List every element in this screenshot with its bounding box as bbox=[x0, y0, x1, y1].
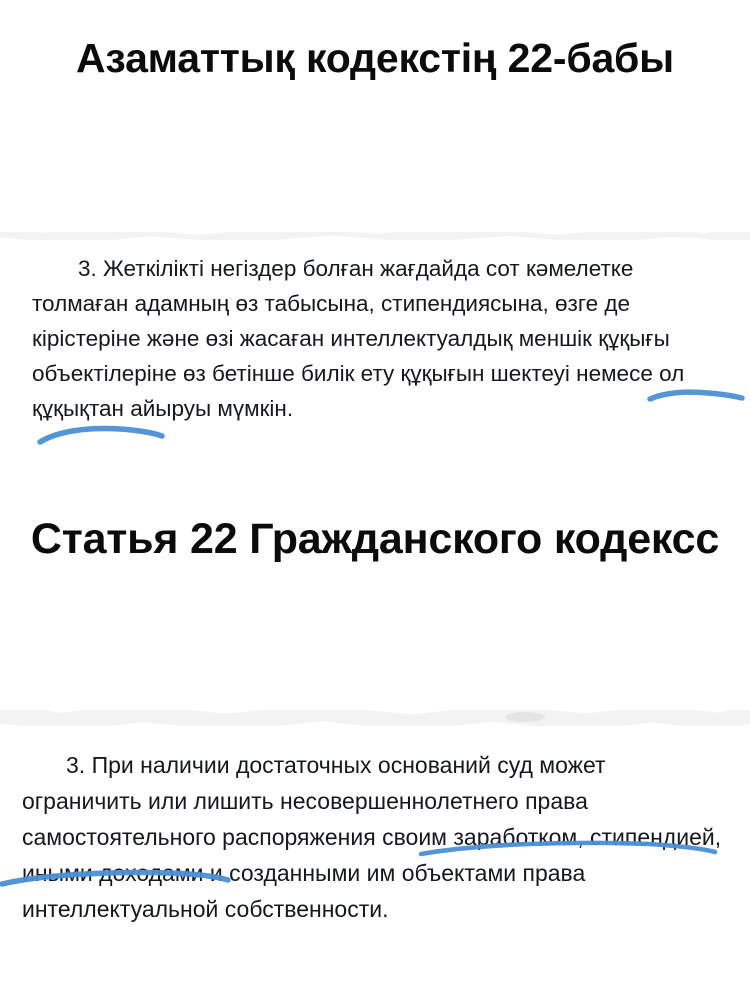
russian-article-title: Статья 22 Гражданского кодексс bbox=[30, 515, 720, 563]
kazakh-article-title: Азаматтық кодекстің 22-бабы bbox=[76, 35, 674, 81]
kazakh-article-body: 3. Жеткілікті негіздер болған жағдайда сот кәмелетке толмаған адамның өз табысына, стипендиясына, өзге де кірістеріне және өзі жасаған интеллектуалдық меншік құқығы объектілеріне өз бетінше билік ету құқығын шектеуі немесе ол құқықтан айыруы мүмкін. bbox=[32, 256, 685, 421]
paper-smudge bbox=[505, 712, 545, 722]
russian-article-body: 3. При наличии достаточных оснований суд может ограничить или лишить несовершеннолетнего права самостоятельного распоряжения своим заработком, стипендией, иными доходами и созданными им объектами права интеллектуальной собственности. bbox=[22, 752, 722, 922]
